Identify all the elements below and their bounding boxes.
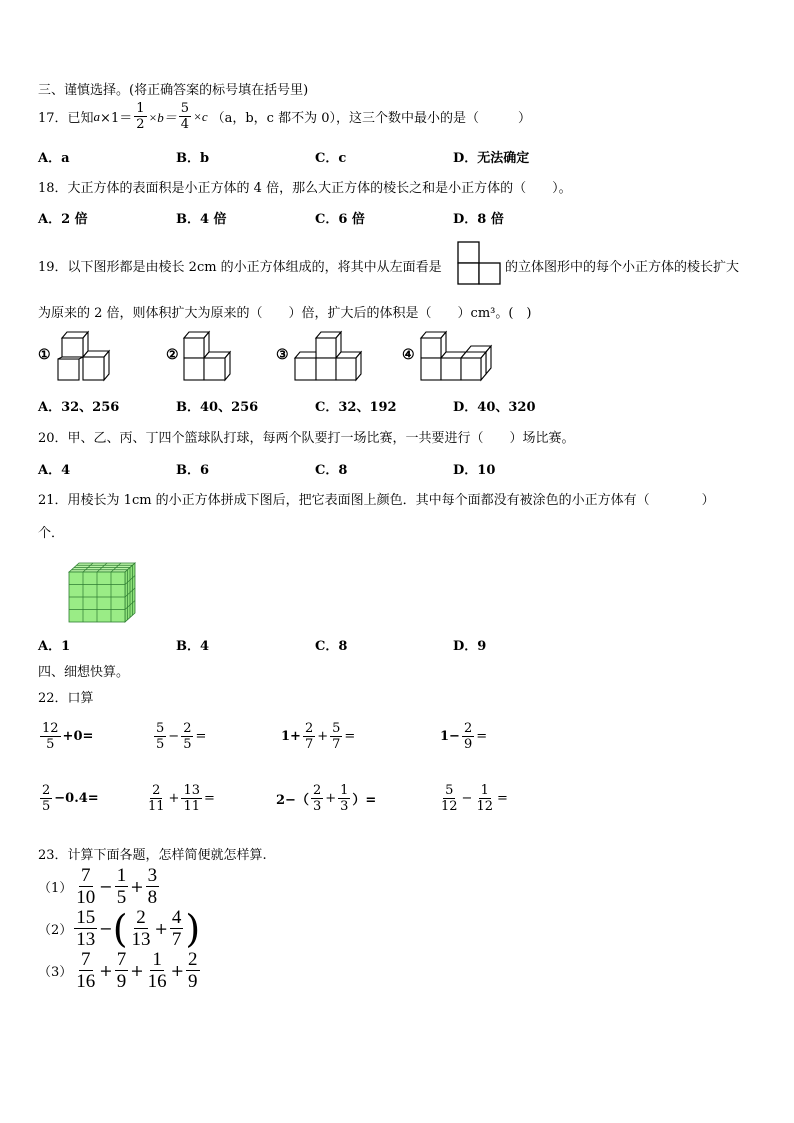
q17-times-c: ×c [193,108,208,124]
oral-calc-3: 1+ $\frac{2}{7}$ + $\frac{5}{7}$ = [281,721,356,752]
question-19-line-1b: 的立体图形中的每个小正方体的棱长扩大 [505,260,740,275]
q17-times-b: ×b＝ [148,110,177,125]
cube-figure-1[interactable] [56,328,116,384]
oral-calc-5: $\frac{2}{5}$ −0.4= [42,783,99,814]
cube-figure-2[interactable] [180,328,236,384]
q20-option-d[interactable]: D．10 [453,463,496,478]
q17-option-b[interactable]: B．b [176,151,210,166]
question-20: 20．甲、乙、丙、丁四个篮球队打球，每两个队要打一场比赛，一共要进行（ ）场比赛。 [38,431,575,446]
q17-var-a: a [93,108,101,124]
q19-option-c[interactable]: C．32、192 [315,400,397,415]
oral-calc-2: $\frac{5}{5}$ − $\frac{2}{5}$ = [156,721,207,752]
q18-option-b[interactable]: B．4 倍 [176,212,227,227]
calc-problem-1: （1） $\frac{7}{10}$ − $\frac{1}{5}$ + $\frac{3}{8}$ [38,865,158,908]
figure-label-4: ④ [402,347,415,363]
q17-fraction-2: $\frac{5}{4}$ [180,101,190,132]
q21-option-a[interactable]: A．1 [38,639,71,654]
oral-calc-8: $\frac{5}{12}$ − $\frac{1}{12}$ = [441,783,508,814]
q18-option-a[interactable]: A．2 倍 [38,212,88,227]
question-19-line-1: 19．以下图形都是由棱长 2cm 的小正方体组成的，将其中从左面看是 [38,260,442,275]
calc-problem-3: （3） $\frac{7}{16}$ + $\frac{7}{9}$ + $\frac{1}{16}$ + $\frac{2}{9}$ [38,949,198,992]
calc-problem-2: （2） $\frac{15}{13}$ − ( $\frac{2}{13}$ + $\frac{4}{7}$ ) [38,906,201,951]
q19-option-b[interactable]: B．40、256 [176,400,259,415]
q20-option-c[interactable]: C．8 [315,463,348,478]
green-cube-figure[interactable] [66,560,138,626]
q18-option-d[interactable]: D．8 倍 [453,212,504,227]
figure-label-1: ① [38,347,51,363]
oral-calc-4: 1− $\frac{2}{9}$ = [440,721,488,752]
q17-tail: （a，b，c 都不为 0），这三个数中最小的是（ ） [211,111,531,126]
section-3-title: 三、谨慎选择。(将正确答案的标号填在括号里) [38,83,309,98]
q17-times1: ×1＝ [100,111,133,126]
q19-option-a[interactable]: A．32、256 [38,400,120,415]
q20-option-a[interactable]: A．4 [38,463,71,478]
section-4-title: 四、细想快算。 [38,665,130,680]
q19-option-d[interactable]: D．40、320 [453,400,536,415]
question-17 [38,102,531,131]
q17-prefix: 17．已知 [38,111,94,126]
q17-fraction-1: $\frac{1}{2}$ [136,101,145,132]
question-23-title: 23．计算下面各题，怎样简便就怎样算. [38,848,267,863]
q21-option-c[interactable]: C．8 [315,639,348,654]
left-view-shape-icon [457,241,503,287]
cube-figure-3[interactable] [292,328,368,384]
question-18: 18．大正方体的表面积是小正方体的 4 倍，那么大正方体的棱长之和是小正方体的（ ）。 [38,181,572,196]
q21-option-d[interactable]: D．9 [453,639,487,654]
q17-option-a[interactable]: A．a [38,151,70,166]
q20-option-b[interactable]: B．6 [176,463,210,478]
figure-label-2: ② [166,347,179,363]
oral-calc-7: 2−（ $\frac{2}{3}$ + $\frac{1}{3}$ ）= [276,783,377,814]
question-19-line-2: 为原来的 2 倍，则体积扩大为原来的（ ）倍，扩大后的体积是（ ）cm³。( ) [38,306,532,321]
oral-calc-6: $\frac{2}{11}$ + $\frac{13}{11}$ = [148,783,215,814]
q17-option-c[interactable]: C．c [315,151,347,166]
q21-option-b[interactable]: B．4 [176,639,210,654]
question-21-line-1: 21．用棱长为 1cm 的小正方体拼成下图后，把它表面图上颜色．其中每个面都没有被涂色的小正方体有（ ） [38,493,715,508]
question-22-title: 22．口算 [38,691,94,706]
cube-figure-4[interactable] [418,328,502,384]
question-21-line-2: 个． [38,526,65,541]
figure-label-3: ③ [276,347,289,363]
q18-option-c[interactable]: C．6 倍 [315,212,365,227]
oral-calc-1: $\frac{12}{5}$ +0= [42,721,94,752]
q17-option-d[interactable]: D．无法确定 [453,151,530,166]
